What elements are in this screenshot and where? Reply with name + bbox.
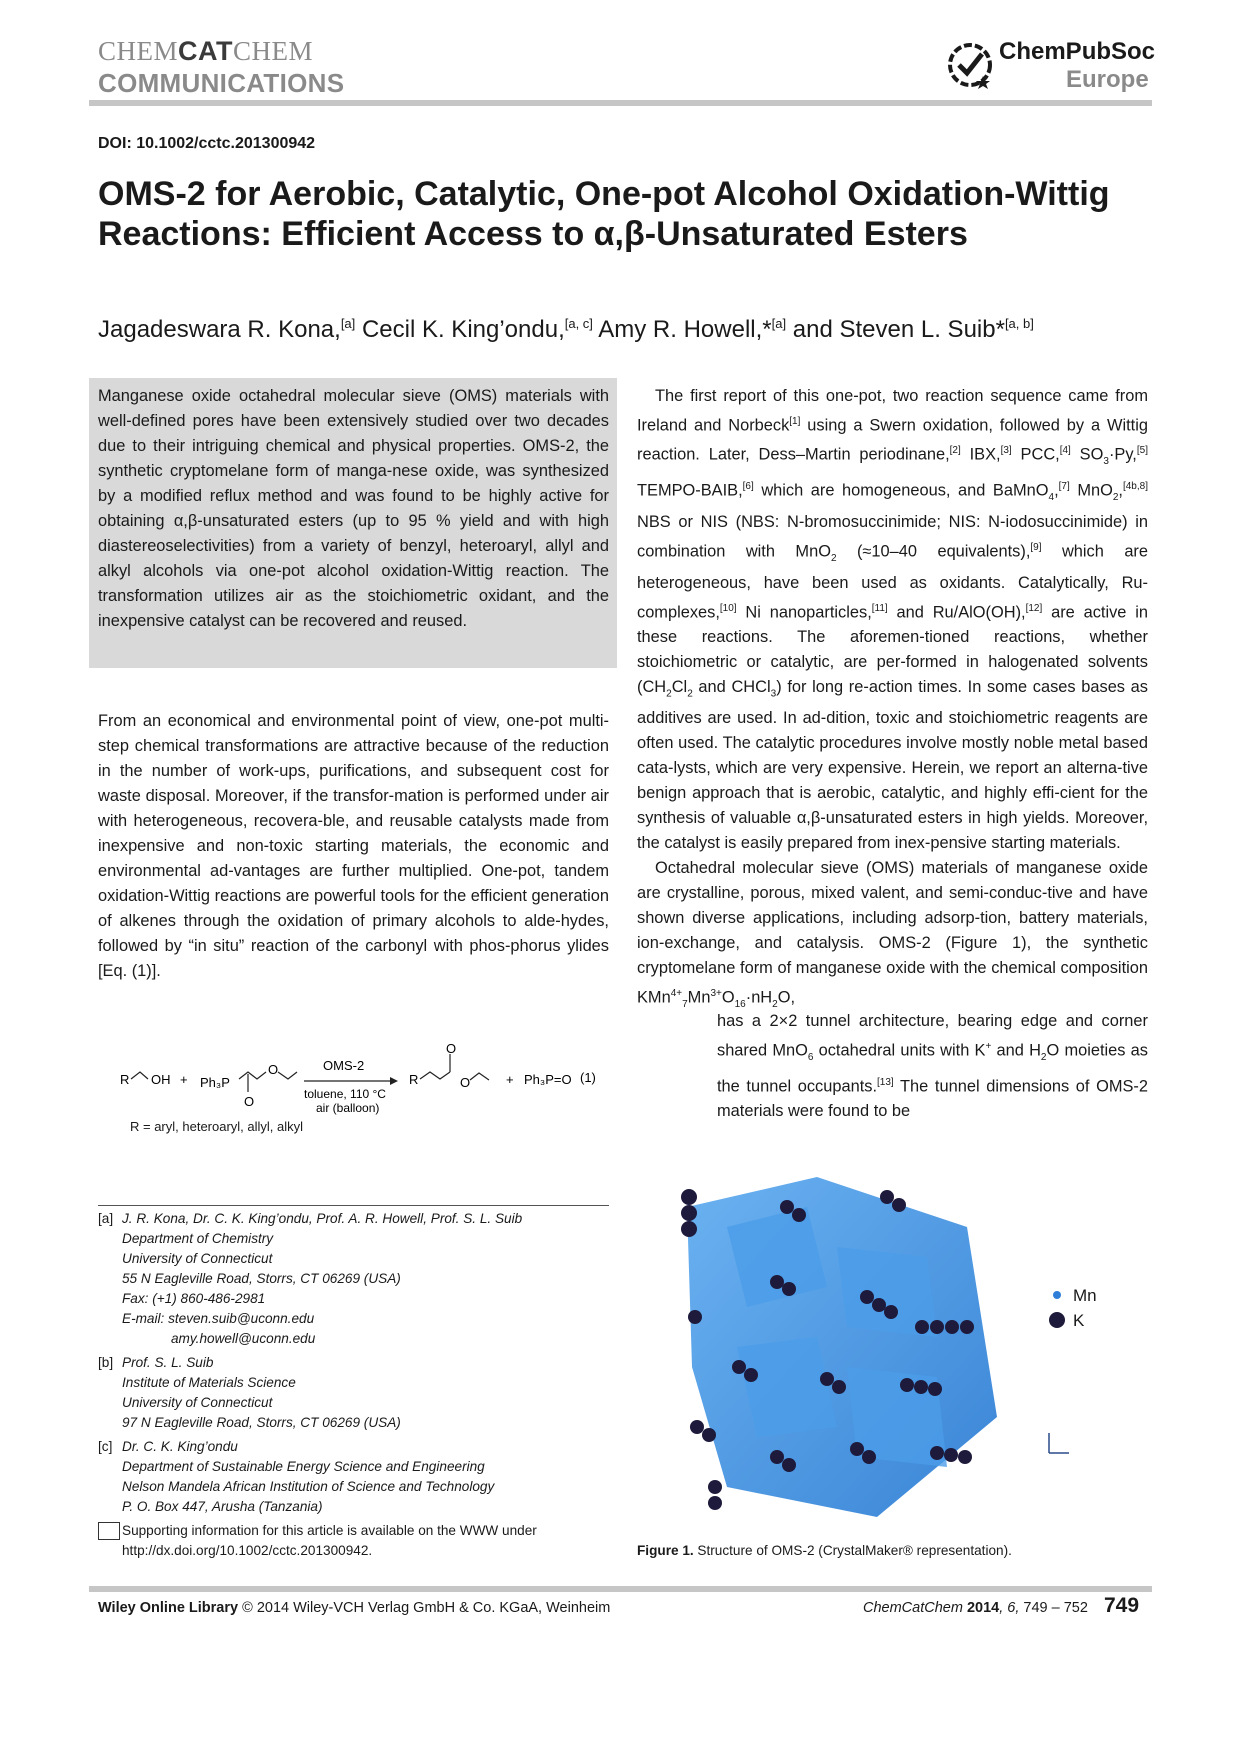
computer-icon: [98, 1522, 120, 1540]
citation: [2]: [949, 445, 961, 457]
wiley-library-link[interactable]: Wiley Online Library: [98, 1600, 239, 1616]
legend-k-marker: [1049, 1312, 1065, 1328]
figure-caption: Figure 1. Structure of OMS-2 (CrystalMaker® representation).: [637, 1543, 1012, 1558]
scheme-byproduct: Ph₃P=O: [524, 1072, 572, 1087]
article-title: OMS-2 for Aerobic, Catalytic, One-pot Alcohol Oxidation-Wittig Reactions: Efficient Access to α,β-Unsaturated Esters: [98, 175, 1110, 253]
intro-paragraph: From an economical and environmental point of view, one-pot multi-step chemical transformations are attractive because of the reduction in the number of work-ups, purifications, and subsequent cost for waste disposal. Moreover, if the transfor-mation is performed under air with heterogeneous, recovera-ble, and reusable catalysts made from inexpensive and non-toxic starting materials, the economic and environmental ad-vantages are further multiplied. One-pot, tandem oxidation-Wittig reactions are powerful tools for the efficient generation of alkenes through the oxidation of primary alcohols to alde-hydes, followed by “in situ” reaction of the carbonyl with phos-phorus ylides [Eq. (1)].: [98, 712, 609, 980]
affiliation-b: [b] Prof. S. L. Suib Institute of Materials Science University of Connecticut 97 N Eagleville Road, Storrs, CT 06269 (USA): [98, 1355, 401, 1430]
scheme-carbonyl-o-2: O: [446, 1041, 457, 1056]
equation-number: (1): [580, 1070, 596, 1085]
header-rule: [89, 100, 1152, 106]
scheme-plus-2: +: [506, 1072, 514, 1087]
body-paragraph-2: Octahedral molecular sieve (OMS) materials of manganese oxide are crystalline, porous, mixed valent, and semi-conduc-tive and have shown diverse applications, including adsorp-tion, battery materials, ion-exchange, and catalysis. OMS-2 (Figure 1), the synthetic cryptomelane form of manganese oxide with the chemical composition $KMn^{4+}_7Mn^{3+}O_{16}\cdot nH_2O$,: [637, 859, 1148, 1011]
publisher-logo-icon: [945, 40, 995, 90]
citation: [4b,8]: [1122, 481, 1148, 493]
scheme-ester-o-2: O: [460, 1075, 471, 1090]
scheme-condition-2: air (balloon): [316, 1101, 380, 1115]
scheme-carbonyl-o-1: O: [244, 1094, 255, 1109]
footer-copyright: Wiley Online Library © 2014 Wiley-VCH Verlag GmbH & Co. KGaA, Weinheim: [98, 1600, 611, 1616]
citation: [10]: [719, 602, 737, 614]
author-3-affil: [a]: [771, 316, 787, 331]
citation: [5]: [1136, 445, 1148, 457]
citation: [13]: [877, 1076, 894, 1088]
scheme-condition-1: toluene, 110 °C: [304, 1087, 386, 1101]
affiliation-rule: [98, 1205, 609, 1206]
citation: [1]: [789, 416, 801, 427]
body-paragraph-1: The first report of this one-pot, two reaction sequence came from Ireland and Norbeck[1] using a Swern oxidation, followed by a Wittig reaction. Later, Dess–Martin periodinane,[2] IBX,[3] PCC,[4] $SO_3\cdot Py,[5]$ TEMPO-BAIB,[6] which are homogeneous, and BaMnO$_4$,[7] MnO$_2$,[4b,8] NBS or NIS (NBS: N-bromosuccinimide; NIS: N-iodosuccinimide) in combination with MnO$_2$ (≈10–40 equivalents),[9] which are heterogeneous, have been used as oxidants. Catalytically, Ru-complexes,[10] Ni nanoparticles,[11] and Ru/AlO(OH),[12] are active in these reactions. The aforemen-tioned reactions, whether stoichiometric or catalytic, are per-formed in halogenated solvents ($CH_2Cl_2$ and CHCl$_3$) for long re-action times. In some cases bases as additives are used. In ad-dition, toxic and stoichiometric reagents are often used. The catalytic procedures involve mostly noble metal based cata-lysts, which are very expensive. Herein, we report an alterna-tive benign approach that is aerobic, catalytic, and highly effi-cient for the synthesis of valuable α,β-unsaturated esters in high yields. Moreover, the catalyst is easily prepared from inex-pensive starting materials.: [637, 387, 1149, 853]
legend-k-label: K: [1073, 1311, 1085, 1330]
legend-mn-label: Mn: [1073, 1286, 1097, 1305]
journal-title-part2: CAT: [178, 36, 234, 66]
scheme-r-definition: R = aryl, heteroaryl, allyl, alkyl: [130, 1119, 304, 1134]
author-4-affil: [a, b]: [1004, 316, 1034, 331]
right-column: [637, 384, 1148, 1017]
journal-title: [98, 36, 313, 67]
scheme-oh-label: OH: [151, 1072, 171, 1087]
footer-rule: [89, 1586, 1152, 1592]
author-4: and Steven L. Suib*: [786, 316, 1005, 343]
author-2: Cecil K. King’ondu,: [355, 316, 565, 343]
publisher-region: Europe: [1066, 66, 1149, 93]
email-link[interactable]: E-mail: steven.suib@uconn.edu: [122, 1311, 315, 1326]
crystal-structure-figure: [667, 1167, 1147, 1527]
citation: [12]: [1025, 602, 1043, 614]
citation: [6]: [742, 481, 754, 493]
scheme-r-label: R: [120, 1072, 130, 1087]
supporting-info: Supporting information for this article is available on the WWW under http://dx.doi.org/10.1002/cctc.201300942.: [98, 1521, 618, 1561]
affiliations: [98, 1209, 618, 1517]
author-1-affil: [a]: [340, 316, 356, 331]
footer-citation: ChemCatChem 2014, 6, 749 – 752: [863, 1600, 1088, 1616]
citation: [3]: [1000, 445, 1012, 457]
supporting-info-link[interactable]: http://dx.doi.org/10.1002/cctc.201300942.: [122, 1543, 373, 1558]
journal-title-part3: CHEM: [233, 36, 314, 66]
publisher-name: ChemPubSoc: [999, 38, 1156, 65]
scheme-ester-o-1: O: [268, 1062, 279, 1077]
scheme-ylide-label: Ph₃P: [200, 1075, 230, 1090]
axis-indicator-icon: [1049, 1433, 1069, 1453]
scheme-catalyst: OMS-2: [323, 1058, 365, 1073]
page-number: 749: [1104, 1594, 1140, 1617]
author-3: Amy R. Howell,*: [592, 316, 772, 343]
citation: [4]: [1059, 445, 1071, 457]
legend-mn-marker: [1053, 1291, 1061, 1299]
body-paragraph-3: has a 2×2 tunnel architecture, bearing edge and corner shared MnO$_6$ octahedral units with K+ and $H_2O$ moieties as the tunnel occupants.[13] The tunnel dimensions of OMS-2 materials were found to be: [717, 1012, 1149, 1121]
author-2-affil: [a, c]: [564, 316, 593, 331]
reaction-scheme: [98, 1041, 678, 1150]
citation: [7]: [1058, 481, 1070, 493]
affiliation-a: [a] J. R. Kona, Dr. C. K. King’ondu, Prof. A. R. Howell, Prof. S. L. Suib Department of Chemistry University of Connecticut 55 N Eagleville Road, Storrs, CT 06269 (USA) Fax: (+1) 860-486-2981 E-mail: steven.suib@uconn.edu amy.howell@uconn.edu: [98, 1209, 618, 1349]
scheme-product-r: R: [409, 1072, 419, 1087]
abstract-text: Manganese oxide octahedral molecular sieve (OMS) materials with well-defined pores have been extensively studied over two decades due to their intriguing chemical and physical properties. OMS-2, the synthetic cryptomelane form of manga-nese oxide, was synthesized by a modified reflux method and was found to be highly active for obtaining α,β-unsaturated esters (up to 95 % yield and with high diastereoselectivities) from a variety of benzyl, heteroaryl, allyl and alkyl alcohols via one-pot alcohol oxidation-Wittig reaction. The transformation utilizes air as the stoichiometric oxidant, and the inexpensive catalyst can be recovered and reused.: [98, 387, 609, 630]
journal-title-part1: CHEM: [98, 36, 179, 66]
scheme-plus-1: +: [180, 1072, 188, 1087]
author-list: [98, 316, 1034, 344]
doi: DOI: 10.1002/cctc.201300942: [98, 135, 316, 152]
author-1: Jagadeswara R. Kona,: [98, 316, 341, 343]
journal-section: COMMUNICATIONS: [98, 68, 345, 98]
email-link[interactable]: amy.howell@uconn.edu: [171, 1331, 316, 1346]
citation: [11]: [871, 602, 888, 614]
affiliation-c: [c] Dr. C. K. King’ondu Department of Sustainable Energy Science and Engineering Nelson Mandela African Institution of Science and Technology P. O. Box 447, Arusha (Tanzania): [98, 1439, 495, 1514]
citation: [9]: [1030, 541, 1042, 553]
